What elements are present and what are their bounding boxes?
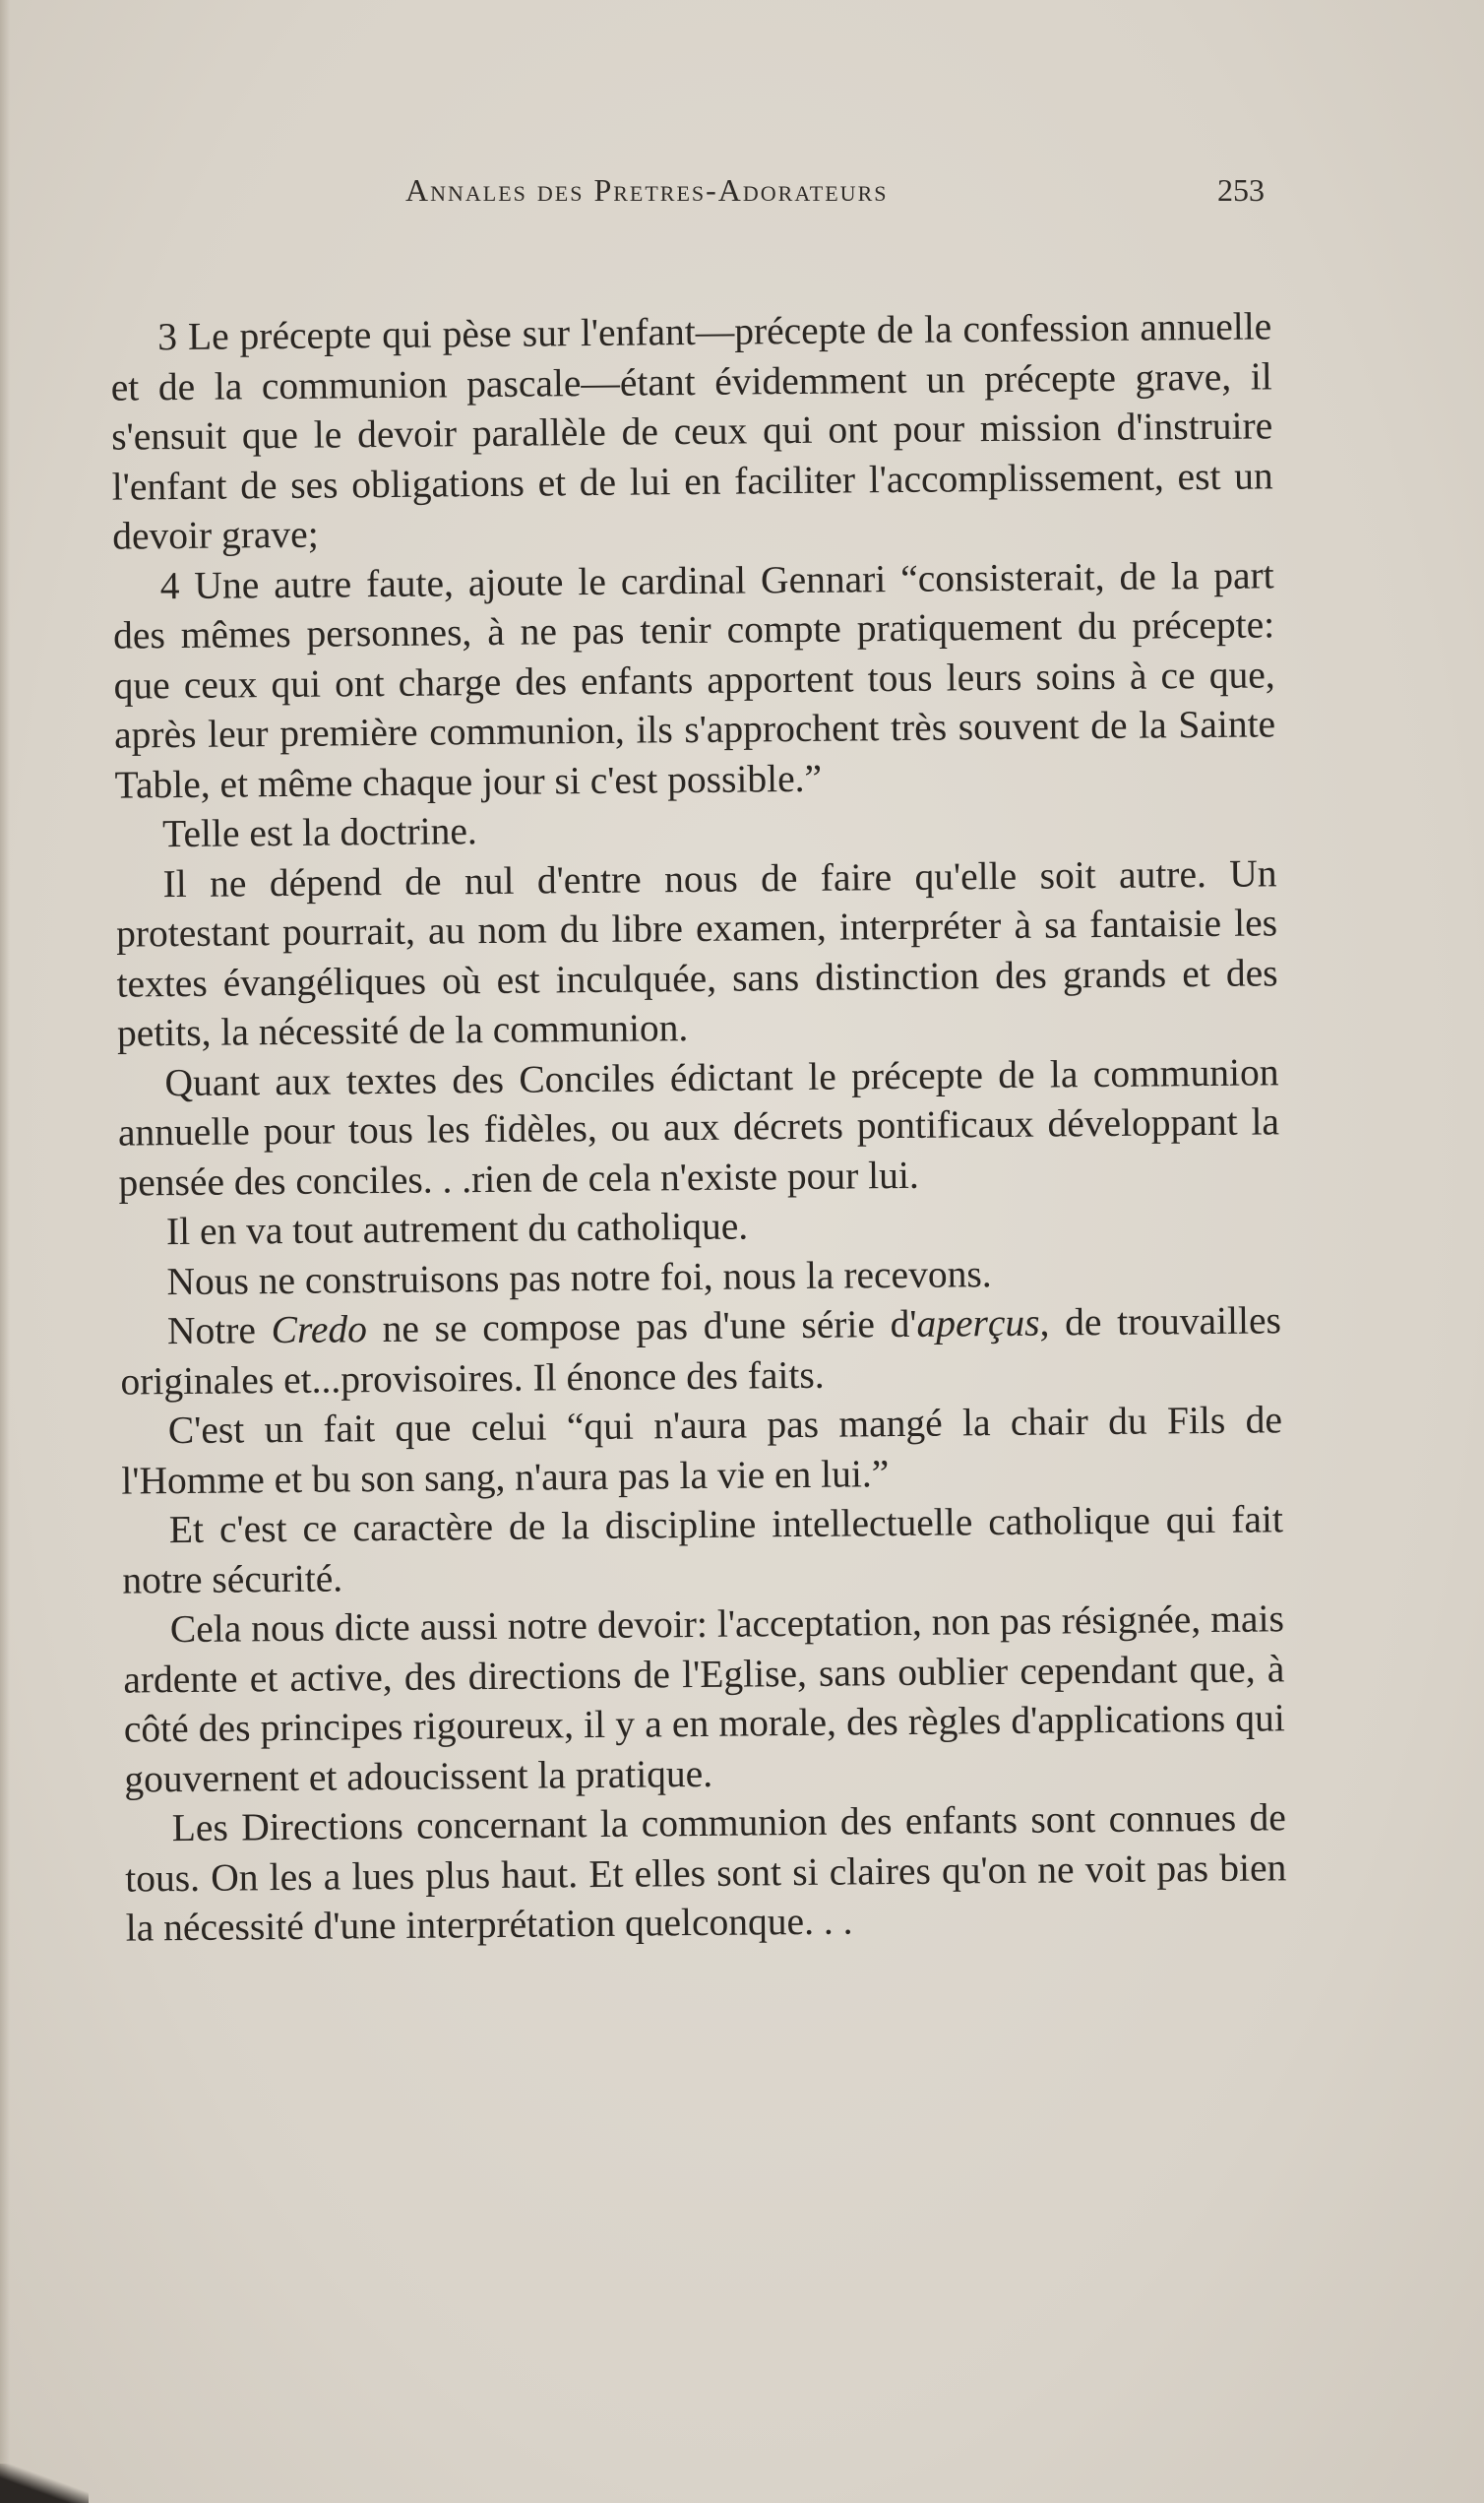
paragraph-point-3: 3 Le précepte qui pèse sur l'enfant—précepte de la confession annuelle et de la communion pascale—étant évidemment un précepte grave, il s'ensuit que le devoir parallèle de ceux qui ont pour mission d'instruire l'enfant de ses obligations et de lui en faciliter l'accomplissement, est un devoir grave; [110, 304, 1273, 558]
running-title: Annales des Pretres-Adorateurs [405, 172, 889, 208]
body-text [110, 301, 1287, 1953]
page-corner-shadow [0, 2464, 89, 2503]
page-number: 253 [1217, 172, 1265, 208]
paragraph-councils: Quant aux textes des Conciles édictant le précepte de la communion annuelle pour tous les fidèles, ou aux décrets pontificaux développant la pensée des conciles. . .rien de cela n'existe pour lui. [117, 1049, 1280, 1205]
paragraph-directions: Les Directions concernant la communion des enfants sont connues de tous. On les a lues plus haut. Et elles sont si claires qu'on ne voit pas bien la nécessité d'une interprétation quelconque. . . [125, 1795, 1287, 1950]
page-binding-edge [0, 0, 10, 2503]
paragraph-protestant: Il ne dépend de nul d'entre nous de faire qu'elle soit autre. Un protestant pourrait, au nom du libre examen, interpréter à sa fantaisie les textes évangéliques où est inculquée, sans distinction des grands et des petits, la nécessité de la communion. [115, 850, 1278, 1055]
paragraph-duty: Cela nous dicte aussi notre devoir: l'acceptation, non pas résignée, mais ardente et active, des directions de l'Eglise, sans oublier cependant que, à côté des principes rigoureux, il y a en morale, des règles d'applications qui gouvernent et adoucissent la pratique. [123, 1596, 1285, 1801]
paragraph-doctrine: Telle est la doctrine. [161, 809, 477, 856]
paragraph-point-4: 4 Une autre faute, ajoute le cardinal Gennari “consisterait, de la part des mêmes personnes, à ne pas tenir compte pratiquement du précepte: que ceux qui ont charge des enfants apportent tous leurs soins à ce que, après leur première communion, ils s'approchent très souvent de la Sainte Table, et même chaque jour si c'est possible.” [112, 552, 1276, 807]
credo-text-middle: ne se compose pas d'une série d' [366, 1301, 917, 1351]
paragraph-catholic: Il en va tout autrement du catholique. [165, 1204, 749, 1254]
page-header [0, 172, 1484, 221]
paragraph-discipline: Et c'est ce caractère de la discipline intellectuelle catholique qui fait notre sécurité. [122, 1497, 1284, 1602]
paragraph-fact: C'est un fait que celui “qui n'aura pas mangé la chair du Fils de l'Homme et bu son sang, n'aura pas la vie en lui.” [121, 1398, 1283, 1503]
credo-text-after: , de trouvailles originales et...provisoires. Il énonce des faits. [120, 1298, 1282, 1404]
credo-text-before: Notre [166, 1308, 272, 1353]
paragraph-credo [120, 1295, 1282, 1406]
paragraph-faith: Nous ne construisons pas notre foi, nous la recevons. [166, 1251, 992, 1303]
apercus-italic: aperçus [916, 1300, 1040, 1345]
credo-italic: Credo [271, 1307, 368, 1352]
